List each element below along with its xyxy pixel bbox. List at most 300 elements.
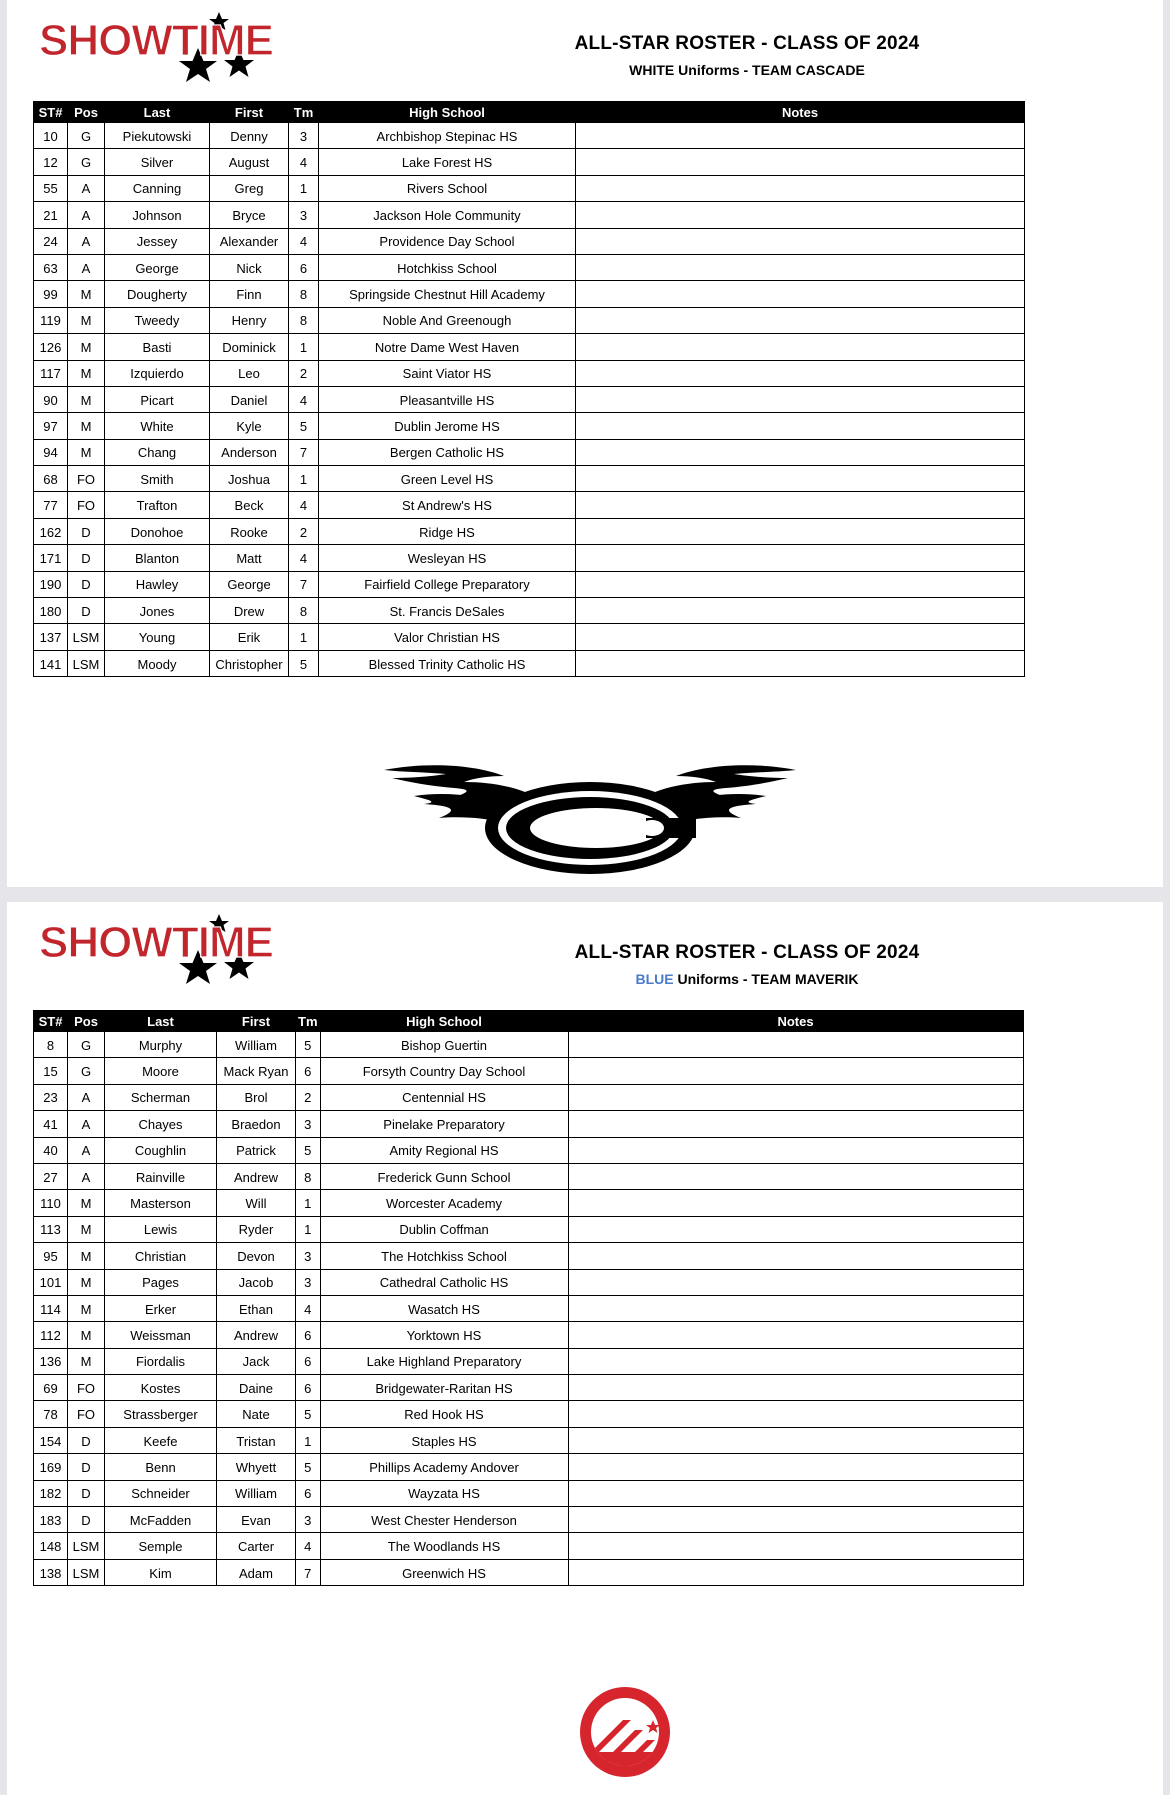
cell-high-school: Lake Forest HS — [319, 149, 576, 175]
cell-notes — [568, 1559, 1023, 1585]
table-row — [34, 1269, 1024, 1295]
cell-high-school: Noble And Greenough — [319, 307, 576, 333]
cell-first-name: Alexander — [210, 228, 289, 254]
column-header-pos: Pos — [68, 1011, 105, 1032]
cell-team-num: 1 — [289, 175, 319, 201]
cell-last-name: Murphy — [105, 1032, 217, 1058]
table-row — [34, 492, 1025, 518]
column-header-team-num: Tm — [296, 1011, 321, 1032]
table-row — [34, 1533, 1024, 1559]
cell-first-name: Beck — [210, 492, 289, 518]
cell-first-name: Leo — [210, 360, 289, 386]
cell-notes — [568, 1137, 1023, 1163]
table-row — [34, 518, 1025, 544]
cell-team-num: 6 — [296, 1322, 321, 1348]
cell-team-num: 6 — [296, 1375, 321, 1401]
cell-high-school: Bridgewater-Raritan HS — [320, 1375, 568, 1401]
cell-st-num: 68 — [34, 466, 68, 492]
cell-team-num: 7 — [289, 439, 319, 465]
cell-high-school: Springside Chestnut Hill Academy — [319, 281, 576, 307]
table-row — [34, 1322, 1024, 1348]
cell-st-num: 190 — [34, 571, 68, 597]
cell-st-num: 154 — [34, 1427, 68, 1453]
cell-notes — [568, 1243, 1023, 1269]
cell-first-name: Braedon — [217, 1111, 296, 1137]
cell-last-name: White — [105, 413, 210, 439]
table-row — [34, 123, 1025, 149]
cell-last-name: Erker — [105, 1295, 217, 1321]
cell-high-school: Amity Regional HS — [320, 1137, 568, 1163]
cell-notes — [576, 439, 1025, 465]
table-row — [34, 254, 1025, 280]
cell-first-name: Dominick — [210, 334, 289, 360]
cell-team-num: 6 — [296, 1058, 321, 1084]
cell-high-school: Ridge HS — [319, 518, 576, 544]
cell-high-school: Staples HS — [320, 1427, 568, 1453]
cell-pos: M — [68, 1295, 105, 1321]
cell-notes — [568, 1032, 1023, 1058]
cell-team-num: 5 — [296, 1454, 321, 1480]
showtime-logo — [33, 908, 313, 998]
cell-first-name: Jack — [217, 1348, 296, 1374]
cell-high-school: Dublin Coffman — [320, 1216, 568, 1242]
cell-st-num: 126 — [34, 334, 68, 360]
cell-first-name: Nate — [217, 1401, 296, 1427]
cell-st-num: 136 — [34, 1348, 68, 1374]
cell-pos: M — [68, 334, 105, 360]
cell-team-num: 1 — [296, 1216, 321, 1242]
cell-st-num: 8 — [34, 1032, 68, 1058]
cell-last-name: George — [105, 254, 210, 280]
cell-first-name: Andrew — [217, 1322, 296, 1348]
cell-first-name: George — [210, 571, 289, 597]
cell-st-num: 169 — [34, 1454, 68, 1480]
cell-notes — [576, 228, 1025, 254]
winged-c-icon — [384, 760, 796, 875]
cell-notes — [576, 413, 1025, 439]
cell-notes — [568, 1190, 1023, 1216]
table-row — [34, 1295, 1024, 1321]
cell-high-school: Jackson Hole Community — [319, 202, 576, 228]
cell-notes — [576, 386, 1025, 412]
cell-team-num: 1 — [296, 1427, 321, 1453]
cell-high-school: Saint Viator HS — [319, 360, 576, 386]
table-row — [34, 386, 1025, 412]
cell-last-name: Benn — [105, 1454, 217, 1480]
cell-first-name: Christopher — [210, 650, 289, 676]
cell-st-num: 112 — [34, 1322, 68, 1348]
cell-team-num: 1 — [289, 334, 319, 360]
cell-last-name: Lewis — [105, 1216, 217, 1242]
cell-first-name: Ethan — [217, 1295, 296, 1321]
column-header-first-name: First — [217, 1011, 296, 1032]
cell-st-num: 90 — [34, 386, 68, 412]
cell-st-num: 137 — [34, 624, 68, 650]
uniform-team-text: Uniforms - TEAM MAVERIK — [673, 971, 859, 987]
cell-notes — [576, 360, 1025, 386]
column-header-st-num: ST# — [34, 1011, 68, 1032]
cell-last-name: Kim — [105, 1559, 217, 1585]
cell-pos: D — [68, 1427, 105, 1453]
header-titles — [447, 33, 1047, 78]
cell-notes — [568, 1216, 1023, 1242]
showtime-logo-text: SHOWTIME — [39, 16, 273, 65]
table-row — [34, 439, 1025, 465]
cell-high-school: Wayzata HS — [320, 1480, 568, 1506]
cell-st-num: 141 — [34, 650, 68, 676]
cell-last-name: Moore — [105, 1058, 217, 1084]
cell-team-num: 6 — [296, 1480, 321, 1506]
cell-notes — [568, 1533, 1023, 1559]
cell-pos: A — [68, 1084, 105, 1110]
cell-st-num: 101 — [34, 1269, 68, 1295]
table-header-row — [34, 102, 1025, 123]
cell-st-num: 182 — [34, 1480, 68, 1506]
cell-notes — [576, 307, 1025, 333]
cell-st-num: 41 — [34, 1111, 68, 1137]
table-row — [34, 1243, 1024, 1269]
cell-st-num: 114 — [34, 1295, 68, 1321]
cell-team-num: 8 — [296, 1163, 321, 1189]
cell-first-name: Rooke — [210, 518, 289, 544]
cell-pos: G — [68, 123, 105, 149]
table-row — [34, 1401, 1024, 1427]
cell-team-num: 4 — [289, 228, 319, 254]
cell-st-num: 12 — [34, 149, 68, 175]
cell-notes — [568, 1295, 1023, 1321]
cell-pos: FO — [68, 492, 105, 518]
cell-notes — [568, 1480, 1023, 1506]
cell-st-num: 119 — [34, 307, 68, 333]
cell-pos: A — [68, 1111, 105, 1137]
cell-team-num: 6 — [289, 254, 319, 280]
cell-last-name: Trafton — [105, 492, 210, 518]
cell-pos: G — [68, 1058, 105, 1084]
cell-pos: FO — [68, 1375, 105, 1401]
cell-last-name: Johnson — [105, 202, 210, 228]
cell-last-name: Rainville — [105, 1163, 217, 1189]
cell-notes — [576, 334, 1025, 360]
cell-st-num: 77 — [34, 492, 68, 518]
cell-pos: M — [68, 386, 105, 412]
cell-pos: LSM — [68, 624, 105, 650]
table-row — [34, 175, 1025, 201]
cell-first-name: Jacob — [217, 1269, 296, 1295]
cell-notes — [568, 1454, 1023, 1480]
maverik-circle-icon — [577, 1682, 673, 1788]
cell-pos: A — [68, 228, 105, 254]
cell-last-name: Dougherty — [105, 281, 210, 307]
showtime-logo — [33, 6, 313, 96]
cell-last-name: Coughlin — [105, 1137, 217, 1163]
cell-notes — [568, 1427, 1023, 1453]
cell-notes — [568, 1322, 1023, 1348]
cell-last-name: Strassberger — [105, 1401, 217, 1427]
cell-high-school: Bishop Guertin — [320, 1032, 568, 1058]
cell-high-school: The Woodlands HS — [320, 1533, 568, 1559]
cell-first-name: William — [217, 1480, 296, 1506]
cell-high-school: Valor Christian HS — [319, 624, 576, 650]
cell-high-school: Green Level HS — [319, 466, 576, 492]
cell-st-num: 95 — [34, 1243, 68, 1269]
cell-team-num: 5 — [296, 1137, 321, 1163]
column-header-team-num: Tm — [289, 102, 319, 123]
cell-team-num: 5 — [289, 650, 319, 676]
cell-last-name: Hawley — [105, 571, 210, 597]
table-row — [34, 1348, 1024, 1374]
cell-high-school: Yorktown HS — [320, 1322, 568, 1348]
cell-team-num: 7 — [289, 571, 319, 597]
cell-last-name: Tweedy — [105, 307, 210, 333]
cell-team-num: 3 — [296, 1111, 321, 1137]
cell-high-school: St Andrew's HS — [319, 492, 576, 518]
cell-high-school: Pinelake Preparatory — [320, 1111, 568, 1137]
cell-team-num: 1 — [289, 624, 319, 650]
cell-pos: G — [68, 149, 105, 175]
cell-pos: D — [68, 1480, 105, 1506]
roster-title: ALL-STAR ROSTER - CLASS OF 2024 — [574, 33, 920, 54]
table-row — [34, 1111, 1024, 1137]
cell-team-num: 1 — [296, 1190, 321, 1216]
cell-high-school: Providence Day School — [319, 228, 576, 254]
cell-team-num: 2 — [289, 360, 319, 386]
table-row — [34, 1058, 1024, 1084]
table-row — [34, 466, 1025, 492]
cell-notes — [568, 1375, 1023, 1401]
cell-first-name: Adam — [217, 1559, 296, 1585]
cell-team-num: 2 — [289, 518, 319, 544]
cell-first-name: Devon — [217, 1243, 296, 1269]
table-row — [34, 598, 1025, 624]
cell-st-num: 23 — [34, 1084, 68, 1110]
cell-first-name: Henry — [210, 307, 289, 333]
cell-last-name: Donohoe — [105, 518, 210, 544]
cell-last-name: Christian — [105, 1243, 217, 1269]
cell-last-name: Jones — [105, 598, 210, 624]
cell-pos: M — [68, 1216, 105, 1242]
table-row — [34, 1137, 1024, 1163]
cell-high-school: Cathedral Catholic HS — [320, 1269, 568, 1295]
cell-st-num: 27 — [34, 1163, 68, 1189]
cell-high-school: Fairfield College Preparatory — [319, 571, 576, 597]
cell-high-school: Red Hook HS — [320, 1401, 568, 1427]
cell-pos: M — [68, 307, 105, 333]
cell-last-name: Basti — [105, 334, 210, 360]
cell-pos: M — [68, 1322, 105, 1348]
table-row — [34, 1427, 1024, 1453]
cell-team-num: 8 — [289, 307, 319, 333]
cell-first-name: Anderson — [210, 439, 289, 465]
cell-pos: D — [68, 545, 105, 571]
cell-notes — [576, 254, 1025, 280]
cell-pos: A — [68, 1163, 105, 1189]
cell-notes — [568, 1401, 1023, 1427]
cell-first-name: Carter — [217, 1533, 296, 1559]
cell-last-name: Weissman — [105, 1322, 217, 1348]
table-row — [34, 1454, 1024, 1480]
cell-notes — [576, 123, 1025, 149]
cell-high-school: West Chester Henderson — [320, 1507, 568, 1533]
cell-pos: FO — [68, 466, 105, 492]
table-header-row — [34, 1011, 1024, 1032]
cell-team-num: 4 — [296, 1533, 321, 1559]
cell-last-name: Blanton — [105, 545, 210, 571]
cell-st-num: 117 — [34, 360, 68, 386]
cell-high-school: Frederick Gunn School — [320, 1163, 568, 1189]
cell-high-school: Blessed Trinity Catholic HS — [319, 650, 576, 676]
cell-team-num: 1 — [289, 466, 319, 492]
cell-last-name: Keefe — [105, 1427, 217, 1453]
column-header-notes: Notes — [568, 1011, 1023, 1032]
roster-subtitle — [447, 971, 1047, 987]
cell-first-name: Drew — [210, 598, 289, 624]
cell-team-num: 4 — [289, 386, 319, 412]
cell-team-num: 5 — [296, 1401, 321, 1427]
cell-first-name: Patrick — [217, 1137, 296, 1163]
cell-pos: M — [68, 1348, 105, 1374]
cell-pos: A — [68, 175, 105, 201]
cell-pos: M — [68, 1269, 105, 1295]
cell-notes — [568, 1163, 1023, 1189]
column-header-st-num: ST# — [34, 102, 68, 123]
cell-high-school: Bergen Catholic HS — [319, 439, 576, 465]
cell-team-num: 7 — [296, 1559, 321, 1585]
cell-pos: LSM — [68, 1559, 105, 1585]
table-row — [34, 1216, 1024, 1242]
cell-first-name: Ryder — [217, 1216, 296, 1242]
cell-team-num: 4 — [289, 545, 319, 571]
table-row — [34, 228, 1025, 254]
cell-last-name: Chayes — [105, 1111, 217, 1137]
table-row — [34, 149, 1025, 175]
cell-first-name: Finn — [210, 281, 289, 307]
cell-notes — [568, 1507, 1023, 1533]
cell-first-name: Bryce — [210, 202, 289, 228]
cell-team-num: 3 — [296, 1243, 321, 1269]
cell-notes — [568, 1058, 1023, 1084]
cell-notes — [576, 149, 1025, 175]
cell-pos: G — [68, 1032, 105, 1058]
table-row — [34, 1507, 1024, 1533]
cell-high-school: Rivers School — [319, 175, 576, 201]
column-header-high-school: High School — [319, 102, 576, 123]
cell-pos: D — [68, 598, 105, 624]
table-row — [34, 281, 1025, 307]
cell-st-num: 63 — [34, 254, 68, 280]
cell-last-name: Young — [105, 624, 210, 650]
cell-last-name: Picart — [105, 386, 210, 412]
showtime-logo-text: SHOWTIME — [39, 918, 273, 967]
cell-team-num: 3 — [296, 1507, 321, 1533]
cell-pos: M — [68, 413, 105, 439]
cell-first-name: August — [210, 149, 289, 175]
cell-st-num: 15 — [34, 1058, 68, 1084]
cell-last-name: Pages — [105, 1269, 217, 1295]
cell-last-name: Smith — [105, 466, 210, 492]
cell-first-name: Denny — [210, 123, 289, 149]
cell-high-school: The Hotchkiss School — [320, 1243, 568, 1269]
column-header-last-name: Last — [105, 102, 210, 123]
roster-table — [33, 1010, 1024, 1586]
cell-high-school: Notre Dame West Haven — [319, 334, 576, 360]
cell-last-name: Semple — [105, 1533, 217, 1559]
cell-first-name: Matt — [210, 545, 289, 571]
cell-high-school: St. Francis DeSales — [319, 598, 576, 624]
table-row — [34, 571, 1025, 597]
cell-last-name: Kostes — [105, 1375, 217, 1401]
table-row — [34, 360, 1025, 386]
cell-last-name: Scherman — [105, 1084, 217, 1110]
cell-high-school: Forsyth Country Day School — [320, 1058, 568, 1084]
header-titles — [447, 942, 1047, 987]
cell-notes — [568, 1084, 1023, 1110]
cell-last-name: Silver — [105, 149, 210, 175]
table-row — [34, 202, 1025, 228]
cell-high-school: Pleasantville HS — [319, 386, 576, 412]
cell-last-name: Piekutowski — [105, 123, 210, 149]
cell-team-num: 3 — [289, 123, 319, 149]
cell-first-name: Mack Ryan — [217, 1058, 296, 1084]
roster-table — [33, 101, 1025, 677]
cell-st-num: 55 — [34, 175, 68, 201]
cell-notes — [568, 1111, 1023, 1137]
cell-high-school: Centennial HS — [320, 1084, 568, 1110]
cell-last-name: Schneider — [105, 1480, 217, 1506]
uniform-color-word: BLUE — [635, 971, 674, 987]
cell-first-name: Nick — [210, 254, 289, 280]
cell-high-school: Phillips Academy Andover — [320, 1454, 568, 1480]
cell-team-num: 5 — [289, 413, 319, 439]
cell-team-num: 4 — [289, 492, 319, 518]
table-row — [34, 413, 1025, 439]
cell-team-num: 4 — [296, 1295, 321, 1321]
cell-pos: LSM — [68, 650, 105, 676]
cell-last-name: Canning — [105, 175, 210, 201]
cell-high-school: Greenwich HS — [320, 1559, 568, 1585]
cell-pos: A — [68, 1137, 105, 1163]
cell-pos: M — [68, 1243, 105, 1269]
table-row — [34, 624, 1025, 650]
table-row — [34, 1032, 1024, 1058]
cell-team-num: 6 — [296, 1348, 321, 1374]
table-row — [34, 1190, 1024, 1216]
cell-last-name: Masterson — [105, 1190, 217, 1216]
cell-st-num: 94 — [34, 439, 68, 465]
cell-high-school: Hotchkiss School — [319, 254, 576, 280]
cell-team-num: 2 — [296, 1084, 321, 1110]
cell-pos: A — [68, 254, 105, 280]
cell-notes — [576, 466, 1025, 492]
cell-team-num: 3 — [289, 202, 319, 228]
roster-sheet-maverik — [7, 902, 1163, 1795]
cell-notes — [576, 202, 1025, 228]
roster-subtitle — [447, 62, 1047, 78]
cell-high-school: Wesleyan HS — [319, 545, 576, 571]
roster-title: ALL-STAR ROSTER - CLASS OF 2024 — [574, 942, 920, 963]
cell-st-num: 99 — [34, 281, 68, 307]
cell-pos: LSM — [68, 1533, 105, 1559]
cell-notes — [576, 281, 1025, 307]
cell-pos: M — [68, 281, 105, 307]
cell-notes — [576, 492, 1025, 518]
cell-first-name: Brol — [217, 1084, 296, 1110]
cell-st-num: 162 — [34, 518, 68, 544]
cell-first-name: Tristan — [217, 1427, 296, 1453]
cell-st-num: 24 — [34, 228, 68, 254]
cell-st-num: 171 — [34, 545, 68, 571]
column-header-first-name: First — [210, 102, 289, 123]
cell-st-num: 148 — [34, 1533, 68, 1559]
